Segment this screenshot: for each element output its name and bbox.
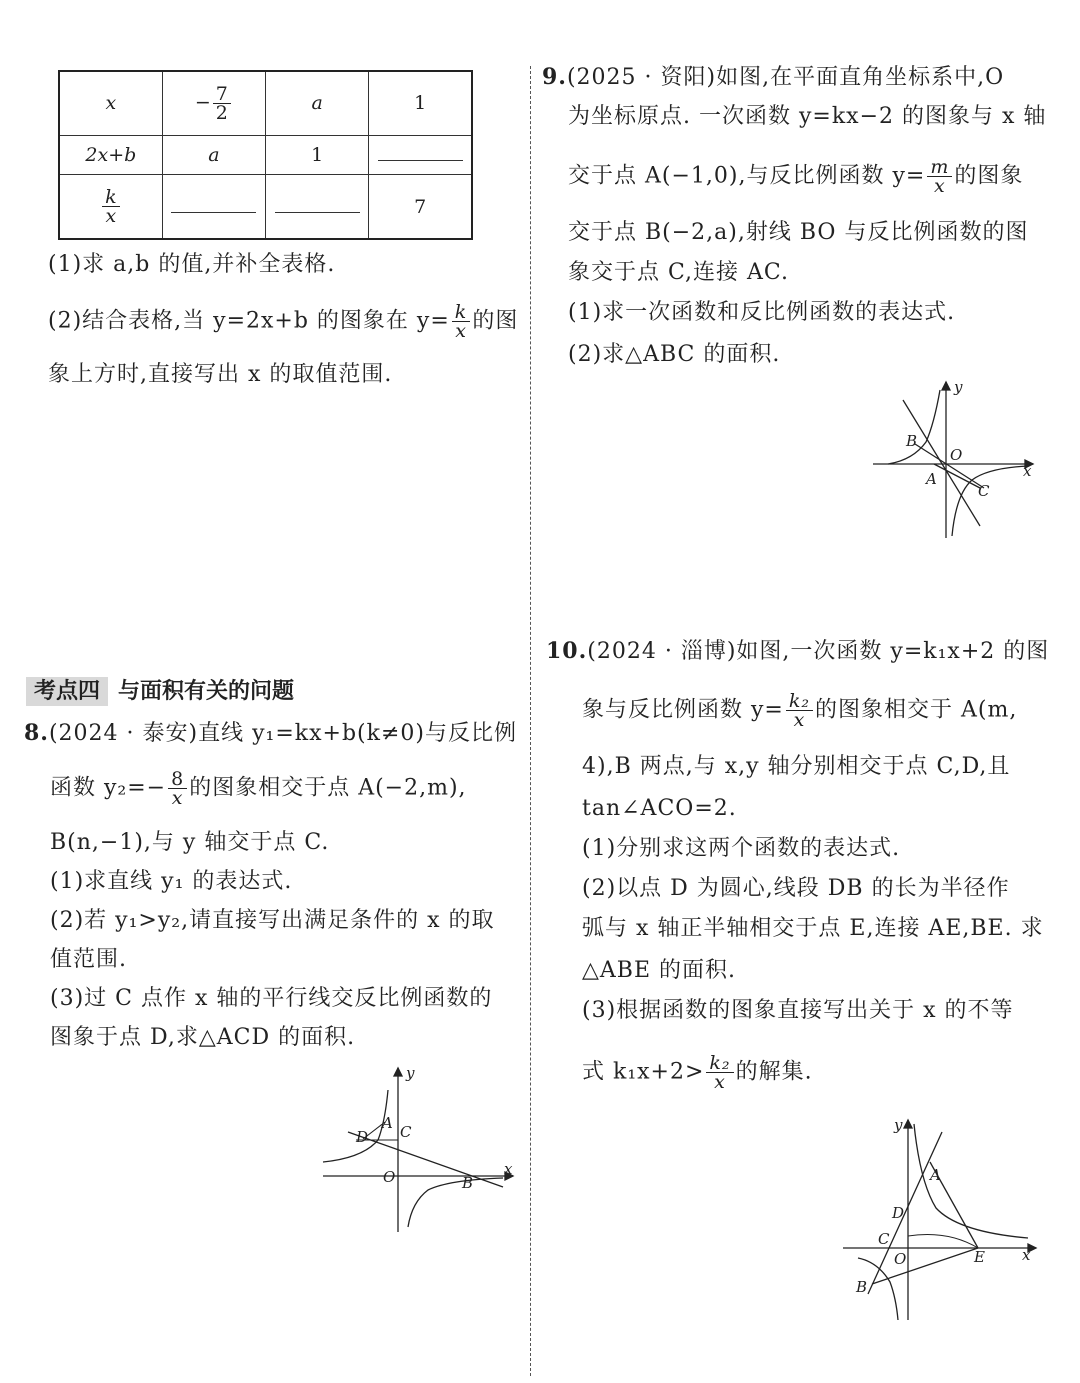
table-row: [59, 175, 472, 239]
hyperbola-branch-lower-right: [408, 1178, 503, 1227]
table-cell: a: [266, 71, 369, 135]
p10-line-1: 10.(2024 · 淄博)如图,一次函数 y=k₁x+2 的图: [546, 638, 1050, 664]
label-A: A: [930, 1166, 941, 1184]
p9-question-1: (1)求一次函数和反比例函数的表达式.: [568, 300, 956, 325]
p10-line-4: tan∠ACO=2.: [582, 796, 737, 821]
table-cell-blank: [266, 175, 369, 239]
label-A: A: [926, 470, 937, 488]
label-O: O: [950, 446, 963, 464]
table-cell-blank: [369, 135, 472, 175]
p10-question-3-cont: 式 k₁x+2> $\frac{\text{k₂}}{x}$ 的解集.: [582, 1052, 813, 1093]
label-x: x: [1022, 1246, 1031, 1264]
p7-question-1: (1)求 a,b 的值,并补全表格.: [48, 252, 336, 277]
label-x: x: [504, 1160, 513, 1178]
section-header: [26, 674, 294, 705]
p8-line-1: 8.(2024 · 泰安)直线 y₁=kx+b(k≠0)与反比例: [24, 720, 517, 746]
p9-line-2: 为坐标原点. 一次函数 y=kx−2 的图象与 x 轴: [568, 104, 1047, 129]
table-row: [59, 135, 472, 175]
segment-BE: [872, 1248, 978, 1284]
table-cell: 1: [266, 135, 369, 175]
p10-question-1: (1)分别求这两个函数的表达式.: [582, 836, 901, 861]
p10-figure: [838, 1112, 1038, 1324]
p8-figure: [318, 1062, 518, 1237]
fraction-numerator: k: [102, 188, 120, 207]
fraction-numerator: 7: [213, 85, 231, 104]
p8-line-3: B(n,−1),与 y 轴交于点 C.: [50, 830, 330, 855]
p9-line-4: 交于点 B(−2,a),射线 BO 与反比例函数的图: [568, 220, 1029, 245]
p10-question-2-cont: 弧与 x 轴正半轴相交于点 E,连接 AE,BE. 求: [582, 916, 1044, 941]
table-cell: [162, 71, 265, 135]
label-D: D: [892, 1204, 905, 1222]
p10-line-3: 4),B 两点,与 x,y 轴分别相交于点 C,D,且: [582, 754, 1011, 779]
table-cell: x: [59, 71, 162, 135]
table-row: [59, 71, 472, 135]
label-B: B: [906, 432, 918, 450]
p9-question-2: (2)求△ABC 的面积.: [568, 342, 781, 367]
label-A: A: [382, 1114, 393, 1132]
label-C: C: [400, 1123, 412, 1141]
label-y: y: [406, 1064, 415, 1082]
p8-question-3-cont: 图象于点 D,求△ACD 的面积.: [50, 1025, 356, 1050]
label-B: B: [462, 1174, 474, 1192]
section-title: 与面积有关的问题: [118, 679, 295, 704]
fraction-denominator: x: [105, 205, 117, 228]
label-x: x: [1023, 462, 1032, 480]
p9-line-3: 交于点 A(−1,0),与反比例函数 y= $\frac{m}{x}$ 的图象: [568, 156, 1024, 197]
y-axis-arrow: [394, 1068, 402, 1076]
label-y: y: [894, 1116, 903, 1134]
label-C: C: [878, 1230, 890, 1248]
p8-question-2-cont: 值范围.: [50, 947, 127, 972]
table-cell: [59, 175, 162, 239]
y-axis-arrow: [942, 382, 950, 390]
hyperbola-branch-lower-right: [952, 466, 1028, 536]
p9-figure: [868, 376, 1038, 542]
line-AB: [868, 1132, 942, 1294]
label-O: O: [383, 1168, 396, 1186]
arc-DE: [908, 1235, 978, 1249]
label-D: D: [356, 1128, 369, 1146]
table-cell: 7: [369, 175, 472, 239]
y-axis-arrow: [904, 1120, 912, 1128]
p7-question-2: (2)结合表格,当 y=2x+b 的图象在 y= $\frac{k}{x}$ 的图: [48, 301, 519, 342]
section-tag: 考点四: [26, 677, 108, 706]
p8-question-1: (1)求直线 y₁ 的表达式.: [50, 869, 293, 894]
table-cell-blank: [162, 175, 265, 239]
p8-question-3: (3)过 C 点作 x 轴的平行线交反比例函数的: [50, 986, 493, 1011]
p9-line-1: 9.(2025 · 资阳)如图,在平面直角坐标系中,O: [542, 64, 1005, 90]
p10-line-2: 象与反比例函数 y= $\frac{\text{k₂}}{x}$ 的图象相交于 A(m,: [582, 690, 1018, 731]
p10-question-3: (3)根据函数的图象直接写出关于 x 的不等: [582, 998, 1014, 1023]
segment-AC: [934, 464, 980, 488]
p8-question-2: (2)若 y₁>y₂,请直接写出满足条件的 x 的取: [50, 908, 495, 933]
label-O: O: [894, 1250, 907, 1268]
table-cell: a: [162, 135, 265, 175]
p10-question-2-cont2: △ABE 的面积.: [582, 958, 737, 983]
p10-question-2: (2)以点 D 为圆心,线段 DB 的长为半径作: [582, 876, 1010, 901]
label-y: y: [954, 378, 963, 396]
p9-line-5: 象交于点 C,连接 AC.: [568, 260, 789, 285]
hyperbola-branch-upper-left: [323, 1090, 388, 1162]
p8-line-2: 函数 y₂=− $\frac{8}{x}$ 的图象相交于点 A(−2,m),: [50, 768, 467, 809]
fraction-denominator: 2: [215, 101, 228, 124]
table-cell: 1: [369, 71, 472, 135]
line-AB: [903, 400, 980, 526]
label-C: C: [978, 482, 990, 500]
minus-sign: −: [194, 91, 211, 114]
value-table: [58, 70, 473, 240]
column-divider: [530, 66, 531, 1376]
table-cell: 2x+b: [59, 135, 162, 175]
p7-question-2-cont: 象上方时,直接写出 x 的取值范围.: [48, 362, 393, 387]
label-B: B: [856, 1278, 868, 1296]
hyperbola-branch-upper-left: [888, 390, 940, 464]
label-E: E: [974, 1248, 985, 1266]
